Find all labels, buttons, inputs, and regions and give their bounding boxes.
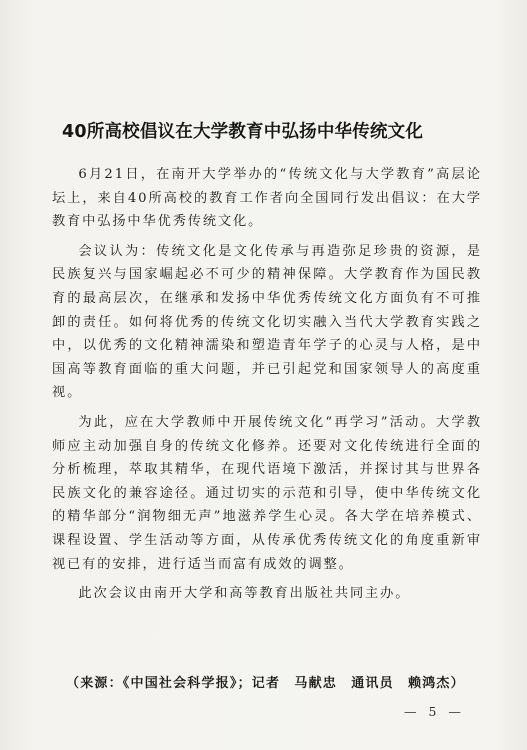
paragraph-4: 此次会议由南开大学和高等教育出版社共同主办。 <box>78 586 411 602</box>
page-number: — 5 — <box>404 704 465 719</box>
paragraph-1: 6月21日，在南开大学举办的“传统文化与大学教育”高层论坛上，来自40所高校的教育工作者向全国同行发出倡议：在大学教育中弘扬中华优秀传统文化。 <box>52 167 482 230</box>
source-attribution: （来源：《中国社会科学报》；记者 马献忠 通讯员 赖鸿杰） <box>66 676 465 691</box>
article-body <box>52 163 482 606</box>
paragraph-2: 会议认为：传统文化是文化传承与再造弥足珍贵的资源，是民族复兴与国家崛起必不可少的精神保障。大学教育作为国民教育的最高层次，在继承和发扬中华优秀传统文化方面负有不可推卸的责任。如何将优秀的传统文化切实融入当代大学教育实践之中，以优秀的文化精神濡染和塑造青年学子的心灵与人格，是中国高等教育面临的重大问题，并已引起党和国家领导人的高度重视。 <box>52 243 482 401</box>
paragraph-3: 为此，应在大学教师中开展传统文化“再学习”活动。大学教师应主动加强自身的传统文化修养。还要对文化传统进行全面的分析梳理，萃取其精华，在现代语境下激活，并探讨其与世界各民族文化的兼容途径。通过切实的示范和引导，使中华传统文化的精华部分“润物细无声”地滋养学生心灵。各大学在培养模式、课程设置、学生活动等方面，从传承优秀传统文化的角度重新审视已有的安排，进行适当而富有成效的调整。 <box>52 414 482 572</box>
article-title: 40所高校倡议在大学教育中弘扬中华传统文化 <box>62 122 424 142</box>
